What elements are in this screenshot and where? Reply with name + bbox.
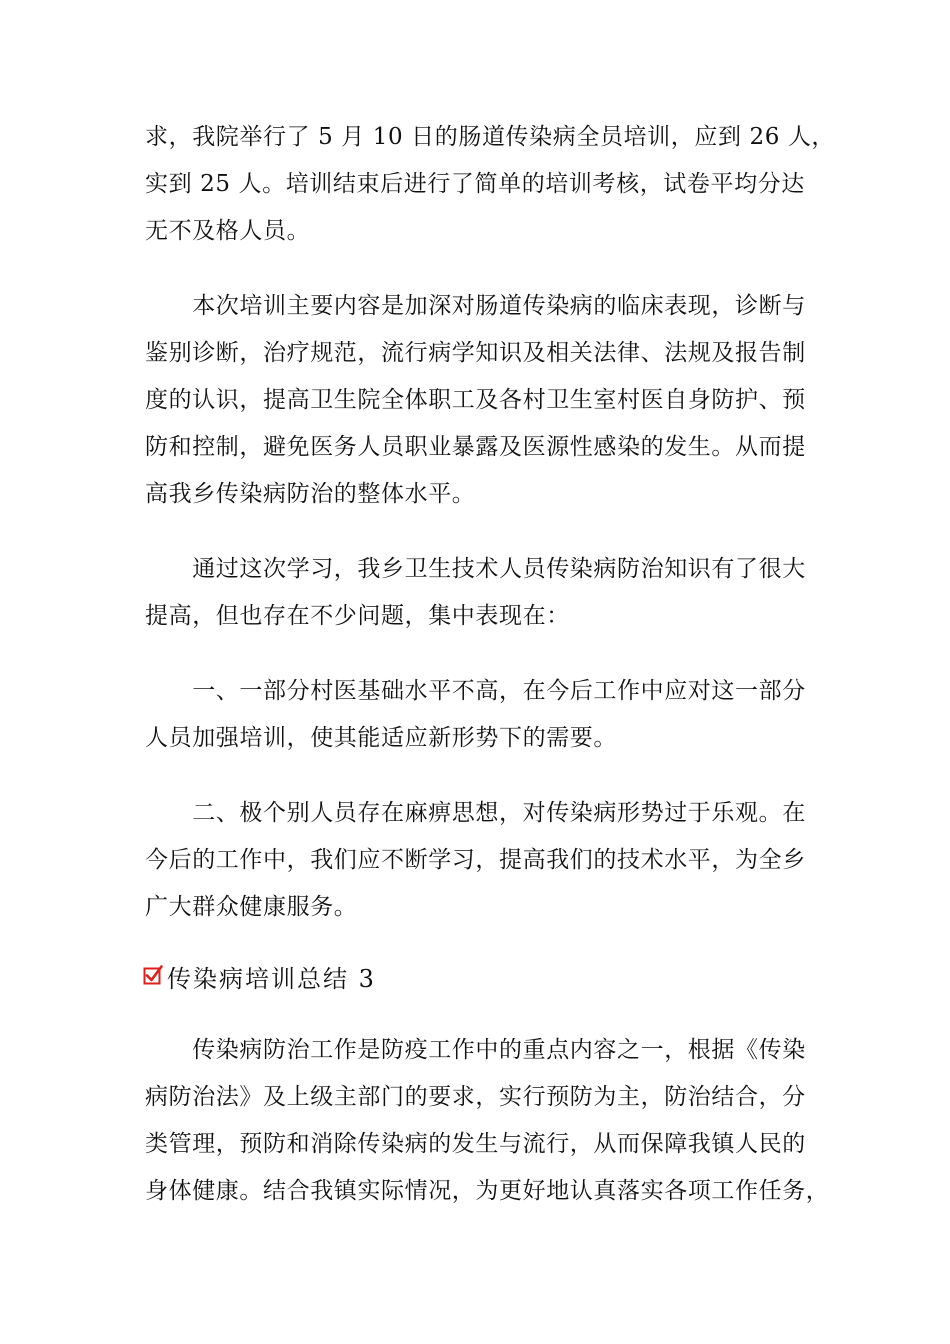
text-line: 今后的工作中，我们应不断学习，提高我们的技术水平，为全乡 — [145, 847, 806, 873]
text-line: 度的认识，提高卫生院全体职工及各村卫生室村医自身防护、预 — [145, 387, 806, 413]
paragraph-gap — [145, 640, 807, 668]
text-line: 实到 25 人。培训结束后进行了简单的培训考核，试卷平均分达 — [145, 171, 805, 197]
text-line: 一、一部分村医基础水平不高，在今后工作中应对这一部分 — [145, 678, 806, 704]
paragraph-gap — [145, 931, 807, 953]
text-line: 提高，但也存在不少问题，集中表现在： — [145, 603, 570, 629]
paragraph-gap — [145, 518, 807, 546]
text-line: 身体健康。结合我镇实际情况，为更好地认真落实各项工作任务， — [145, 1178, 830, 1204]
text-line: 鉴别诊断，治疗规范，流行病学知识及相关法律、法规及报告制 — [145, 340, 806, 366]
paragraph-issue-one — [145, 668, 807, 762]
text-line: 病防治法》及上级主部门的要求，实行预防为主，防治结合，分 — [145, 1084, 806, 1110]
text-line: 通过这次学习，我乡卫生技术人员传染病防治知识有了很大 — [145, 556, 806, 582]
text-line: 求，我院举行了 5 月 10 日的肠道传染病全员培训，应到 26 人， — [145, 124, 836, 150]
document-body — [145, 114, 836, 1215]
text-line: 广大群众健康服务。 — [145, 894, 358, 920]
text-line: 二、极个别人员存在麻痹思想，对传染病形势过于乐观。在 — [145, 800, 806, 826]
paragraph-gap — [145, 255, 807, 283]
text-line: 高我乡传染病防治的整体水平。 — [145, 481, 476, 507]
text-line: 类管理，预防和消除传染病的发生与流行，从而保障我镇人民的 — [145, 1131, 806, 1157]
text-line: 人员加强培训，使其能适应新形势下的需要。 — [145, 725, 617, 751]
text-line: 无不及格人员。 — [145, 218, 311, 244]
text-line: 本次培训主要内容是加深对肠道传染病的临床表现，诊断与 — [145, 293, 806, 319]
paragraph-issue-two — [145, 790, 807, 931]
paragraph-study-outcome — [145, 546, 807, 640]
text-line: 传染病防治工作是防疫工作中的重点内容之一，根据《传染 — [145, 1037, 806, 1063]
paragraph-gap — [145, 1005, 807, 1027]
paragraph-gap — [145, 762, 807, 790]
text-line: 防和控制，避免医务人员职业暴露及医源性感染的发生。从而提 — [145, 434, 806, 460]
paragraph-training-attendance — [145, 114, 836, 255]
paragraph-training-content — [145, 283, 807, 518]
checkbox-checked-icon — [143, 965, 163, 985]
section-heading — [145, 953, 807, 1005]
section-heading-text: 传染病培训总结 3 — [167, 965, 376, 993]
paragraph-prevention-intro — [145, 1027, 830, 1215]
